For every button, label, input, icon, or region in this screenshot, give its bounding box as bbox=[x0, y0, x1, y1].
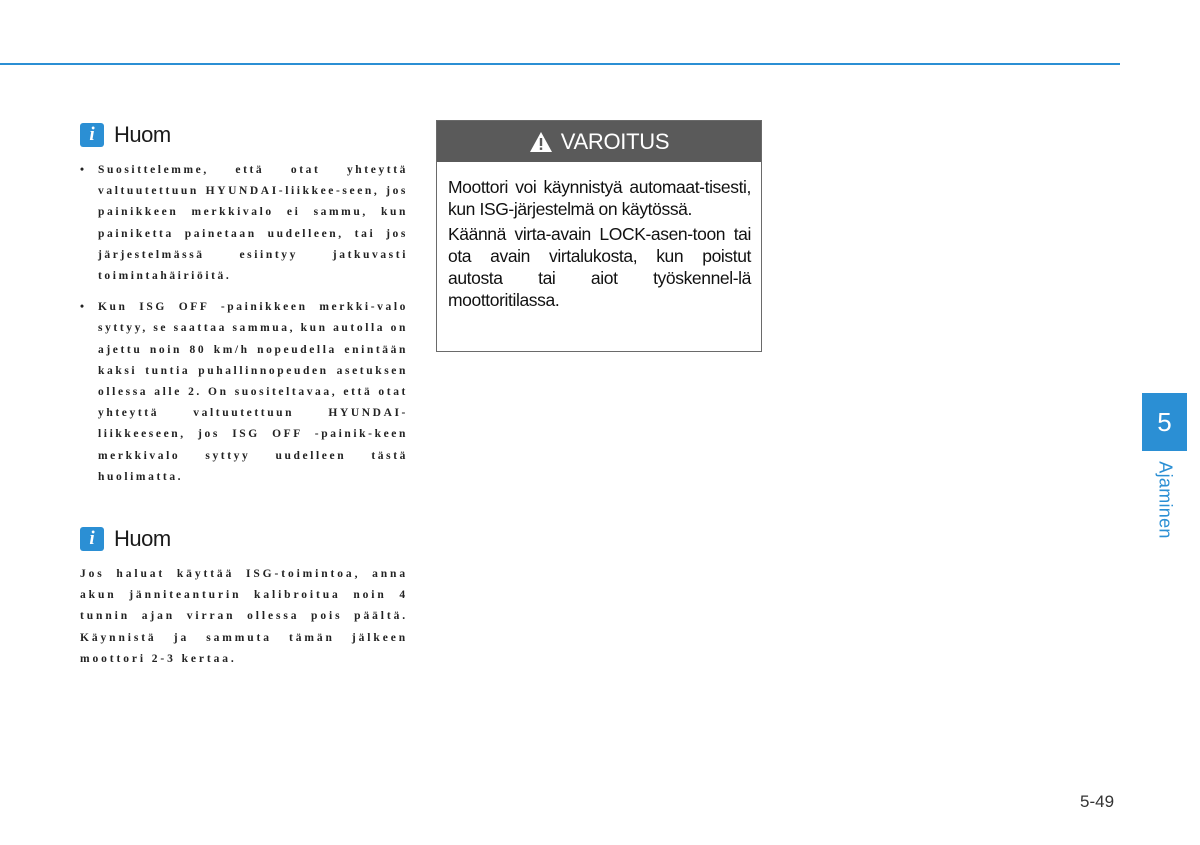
note-bullet-item: • Kun ISG OFF -painikkeen merkki-valo syttyy, se saattaa sammua, kun autolla on ajettu noin 80 km/h nopeudella enintään kaksi tuntia puhallinnopeuden asetuksen ollessa alle 2. On suositeltavaa, että otat yhteyttä valtuutettuun HYUNDAI-liikkeeseen, jos ISG OFF -painik-keen merkkivalo syttyy uudelleen tästä huolimatta. bbox=[80, 297, 408, 488]
note-block-1 bbox=[80, 122, 408, 498]
warning-box bbox=[436, 120, 762, 352]
info-icon: i bbox=[80, 123, 104, 147]
note-paragraph: Jos haluat käyttää ISG-toimintoa, anna akun jänniteanturin kalibroitua noin 4 tunnin ajan virran ollessa pois päältä. Käynnistä ja sammuta tämän jälkeen moottori 2-3 kertaa. bbox=[80, 568, 408, 665]
note-block-2 bbox=[80, 526, 408, 670]
warning-paragraph: Käännä virta-avain LOCK-asen-toon tai ota avain virtalukosta, kun poistut autosta tai aiot työskennel-lä moottoritilassa. bbox=[448, 224, 751, 310]
note-title: Huom bbox=[114, 526, 171, 551]
note-bullet-list bbox=[80, 160, 408, 488]
warning-title: VAROITUS bbox=[560, 128, 670, 154]
header-rule bbox=[0, 63, 1120, 65]
page-number: 5-49 bbox=[1080, 792, 1115, 811]
chapter-number-tab: 5 bbox=[1142, 393, 1187, 451]
warning-header bbox=[437, 121, 761, 162]
chapter-label-text: Ajaminen bbox=[1155, 461, 1176, 539]
warning-paragraph: Moottori voi käynnistyä automaat-tisesti, kun ISG-järjestelmä on käytössä. bbox=[448, 177, 751, 219]
note-bullet-item: • Suosittelemme, että otat yhteyttä valtuutettuun HYUNDAI-liikkee-seen, jos painikkeen merkkivalo ei sammu, kun painiketta painetaan uudelleen, tai jos järjestelmässä esiintyy jatkuvasti toimintahäiriöitä. bbox=[80, 160, 408, 287]
note-heading bbox=[80, 526, 408, 552]
note-heading bbox=[80, 122, 408, 148]
info-icon: i bbox=[80, 527, 104, 551]
note-title: Huom bbox=[114, 122, 171, 147]
warning-body bbox=[437, 162, 761, 311]
warning-triangle-icon bbox=[529, 131, 553, 153]
